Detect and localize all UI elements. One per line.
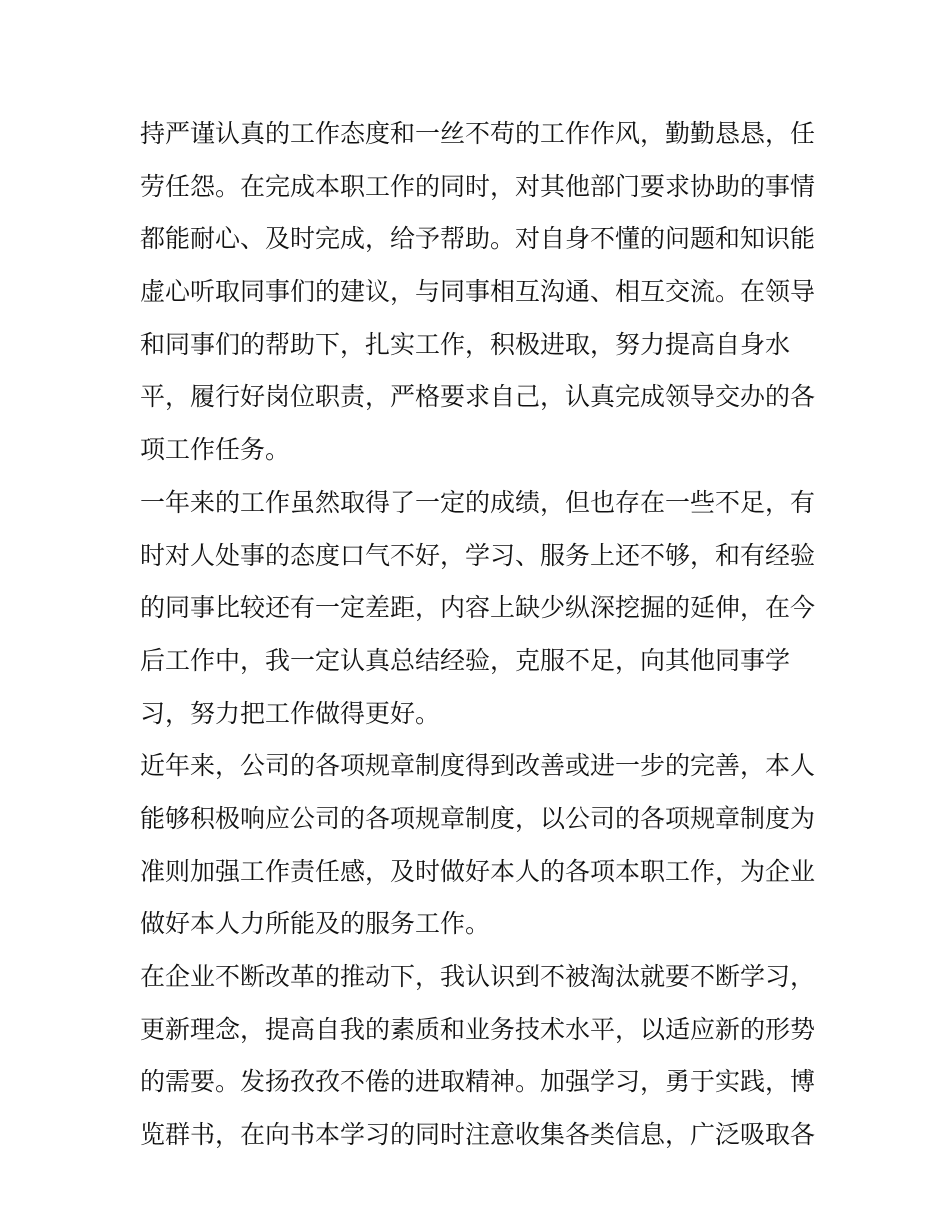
text-line: 准则加强工作责任感，及时做好本人的各项本职工作，为企业 [140, 856, 816, 886]
text-line: 和同事们的帮助下，扎实工作，积极进取，努力提高自身水 [140, 329, 791, 359]
text-line: 能够积极响应公司的各项规章制度，以公司的各项规章制度为 [140, 803, 816, 833]
text-line: 习，努力把工作做得更好。 [140, 698, 441, 728]
text-line: 览群书，在向书本学习的同时注意收集各类信息，广泛吸取各 [140, 1120, 816, 1150]
text-line: 劳任怨。在完成本职工作的同时，对其他部门要求协助的事情 [140, 171, 816, 201]
text-line: 持严谨认真的工作态度和一丝不苟的工作作风，勤勤恳恳，任 [140, 119, 816, 148]
text-line: 近年来，公司的各项规章制度得到改善或进一步的完善，本人 [140, 751, 816, 781]
text-line: 都能耐心、及时完成，给予帮助。对自身不懂的问题和知识能 [140, 224, 816, 254]
text-line: 的同事比较还有一定差距，内容上缺少纵深挖掘的延伸，在今 [140, 593, 816, 623]
text-line: 做好本人力所能及的服务工作。 [140, 909, 491, 939]
text-line: 在企业不断改革的推动下，我认识到不被淘汰就要不断学习， [140, 962, 816, 991]
body-text [140, 108, 830, 1162]
text-line: 虚心听取同事们的建议，与同事相互沟通、相互交流。在领导 [140, 277, 816, 307]
text-line: 的需要。发扬孜孜不倦的进取精神。加强学习，勇于实践，博 [140, 1067, 816, 1097]
text-line: 更新理念，提高自我的素质和业务技术水平，以适应新的形势 [140, 1014, 816, 1044]
text-line: 平，履行好岗位职责，严格要求自己，认真完成领导交办的各 [140, 382, 816, 412]
text-line: 项工作任务。 [140, 435, 291, 465]
text-line: 时对人处事的态度口气不好，学习、服务上还不够，和有经验 [140, 540, 816, 570]
text-line: 后工作中，我一定认真总结经验，克服不足，向其他同事学 [140, 645, 791, 675]
text-line: 一年来的工作虽然取得了一定的成绩，但也存在一些不足，有 [140, 487, 816, 517]
